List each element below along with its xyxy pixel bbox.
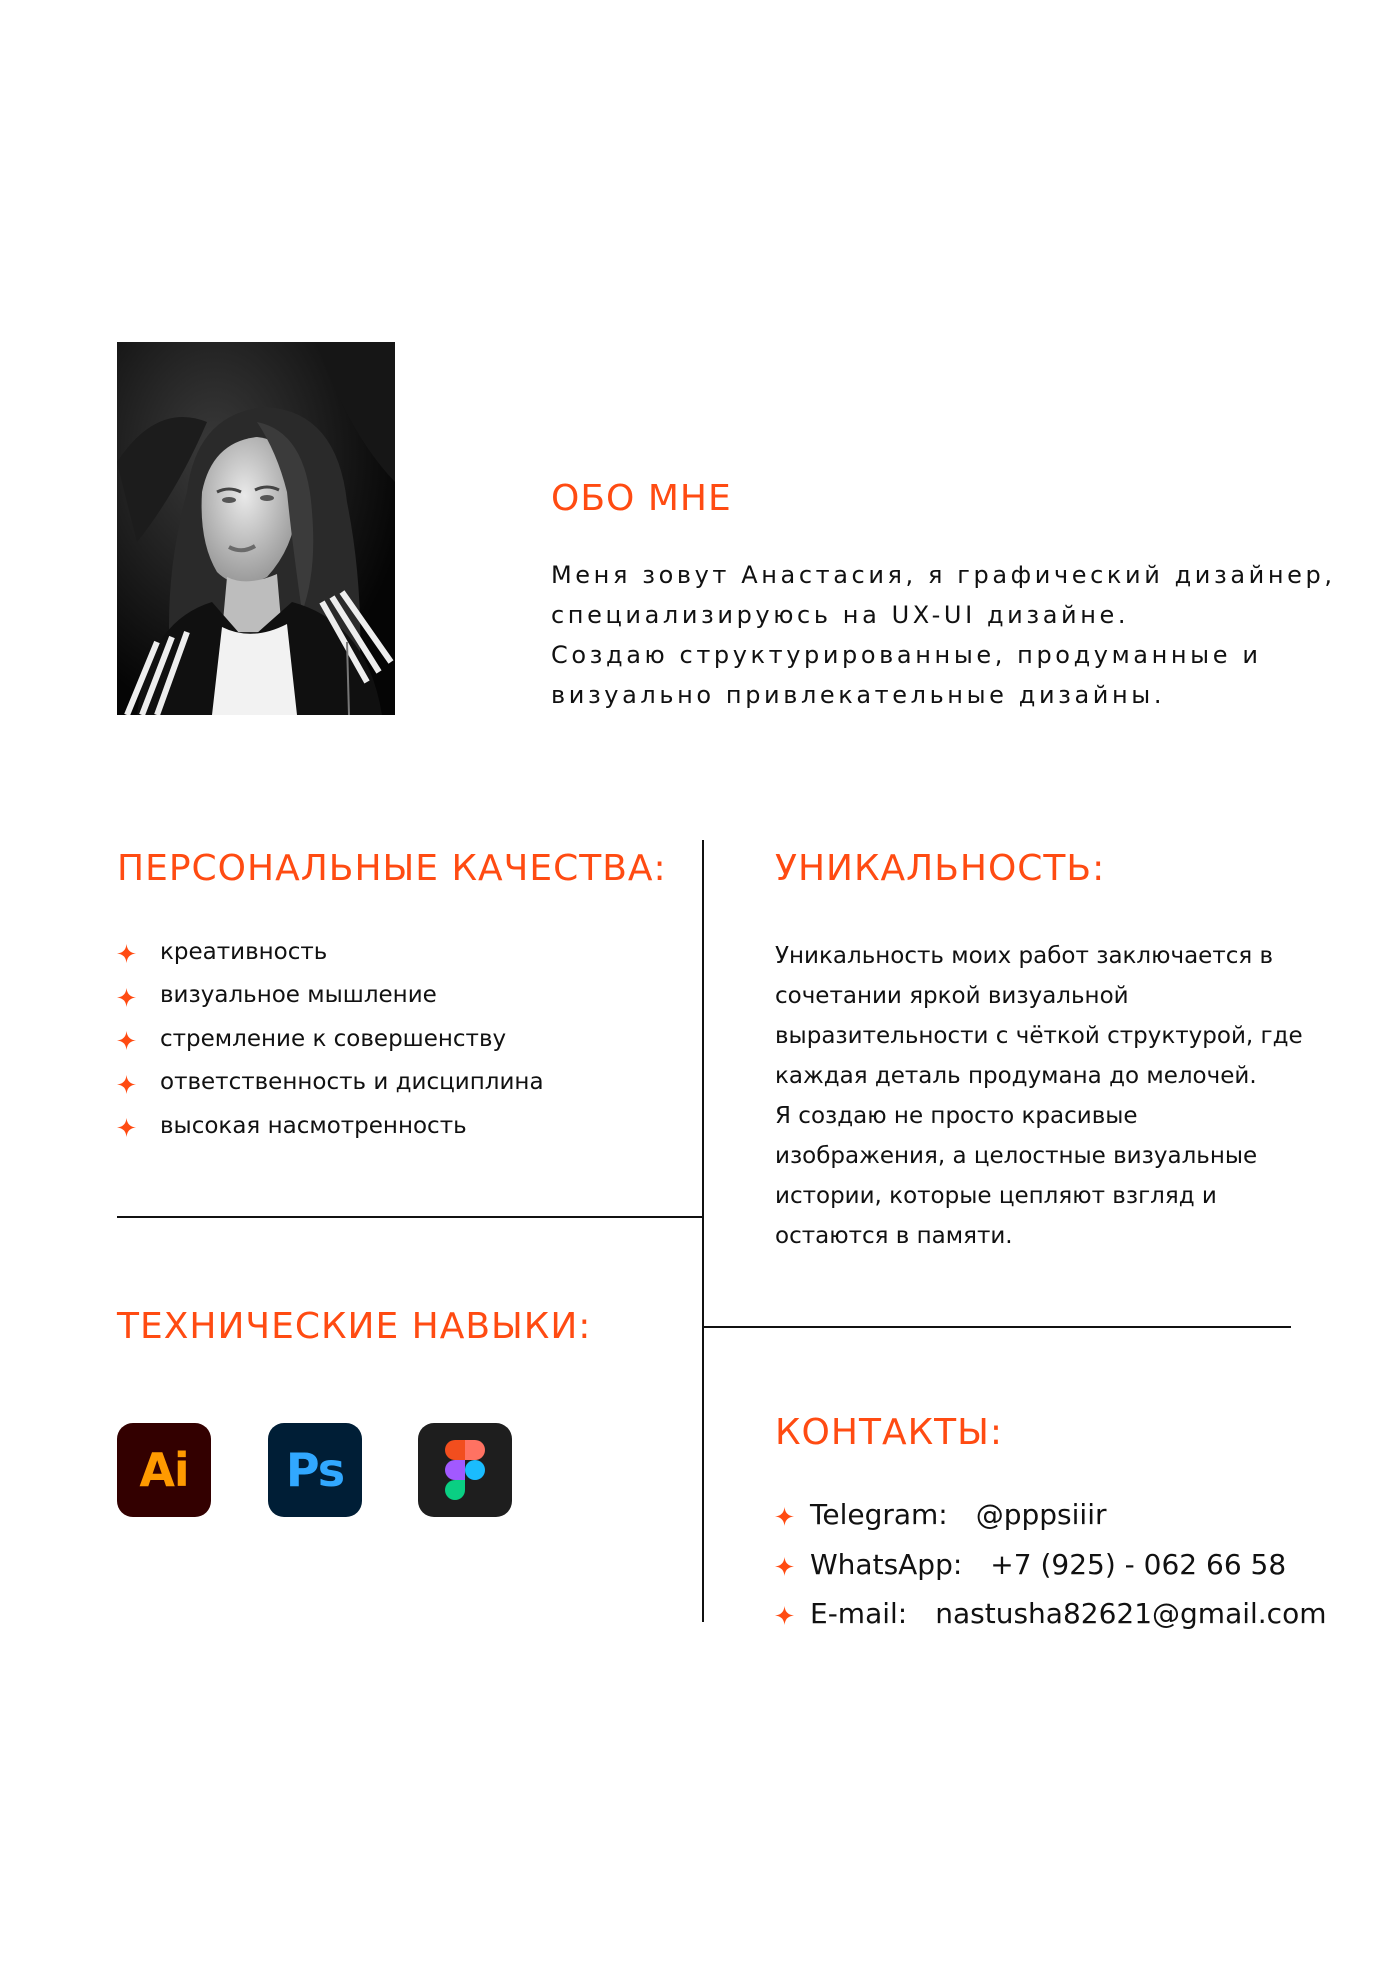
uniqueness-text xyxy=(775,936,1315,1256)
right-horizontal-divider xyxy=(702,1326,1291,1328)
about-line: Меня зовут Анастасия, я графический дизайнер, xyxy=(551,561,1336,589)
whatsapp-link[interactable]: +7 (925) - 062 66 58 xyxy=(990,1547,1287,1581)
uniqueness-line: сочетании яркой визуальной xyxy=(775,983,1129,1009)
list-item xyxy=(117,1104,544,1148)
list-item-label: ответственность и дисциплина xyxy=(160,1069,544,1096)
email-link[interactable]: nastusha82621@gmail.com xyxy=(935,1597,1327,1631)
sparkle-icon xyxy=(775,1507,794,1526)
sparkle-icon xyxy=(775,1557,794,1576)
uniqueness-line: выразительности с чёткой структурой, где xyxy=(775,1023,1303,1049)
figma-icon xyxy=(418,1423,512,1517)
list-item-label: высокая насмотренность xyxy=(160,1112,467,1139)
uniqueness-line: Уникальность моих работ заключается в xyxy=(775,943,1274,969)
uniqueness-line: остаются в памяти. xyxy=(775,1223,1013,1249)
list-item xyxy=(117,930,544,974)
illustrator-icon-label: Ai xyxy=(139,1443,189,1497)
about-text xyxy=(551,555,1336,715)
figma-logo xyxy=(445,1440,485,1500)
about-title: ОБО МНЕ xyxy=(551,478,732,519)
list-item-label: визуальное мышление xyxy=(160,982,437,1009)
contact-label: WhatsApp: xyxy=(810,1547,963,1581)
sparkle-icon xyxy=(117,988,136,1007)
uniqueness-title: УНИКАЛЬНОСТЬ: xyxy=(775,848,1106,889)
list-item xyxy=(117,1061,544,1105)
uniqueness-line: каждая деталь продумана до мелочей. xyxy=(775,1063,1257,1089)
illustrator-icon xyxy=(117,1423,211,1517)
sparkle-icon xyxy=(117,944,136,963)
contact-telegram xyxy=(775,1490,1326,1540)
sparkle-icon xyxy=(117,1075,136,1094)
contacts-list xyxy=(775,1490,1326,1639)
uniqueness-line: изображения, а целостные визуальные xyxy=(775,1143,1258,1169)
uniqueness-line: Я создаю не просто красивые xyxy=(775,1103,1138,1129)
vertical-divider xyxy=(702,840,704,1622)
contact-whatsapp xyxy=(775,1540,1326,1590)
about-line: специализируюсь на UX-UI дизайне. xyxy=(551,601,1130,629)
qualities-title: ПЕРСОНАЛЬНЫЕ КАЧЕСТВА: xyxy=(117,848,667,889)
contacts-title: КОНТАКТЫ: xyxy=(775,1412,1004,1453)
list-item-label: стремление к совершенству xyxy=(160,1025,507,1052)
about-line: визуально привлекательные дизайны. xyxy=(551,681,1166,709)
list-item xyxy=(117,974,544,1018)
photoshop-icon-label: Ps xyxy=(285,1443,345,1497)
profile-photo xyxy=(117,342,395,715)
sparkle-icon xyxy=(117,1031,136,1050)
contact-email xyxy=(775,1589,1326,1639)
qualities-list xyxy=(117,930,544,1148)
photoshop-icon xyxy=(268,1423,362,1517)
left-horizontal-divider xyxy=(117,1216,702,1218)
list-item-label: креативность xyxy=(160,938,328,965)
contact-label: E-mail: xyxy=(810,1597,908,1631)
sparkle-icon xyxy=(775,1606,794,1625)
list-item xyxy=(117,1017,544,1061)
uniqueness-line: истории, которые цепляют взгляд и xyxy=(775,1183,1217,1209)
contact-label: Telegram: xyxy=(810,1498,948,1532)
skills-title: ТЕХНИЧЕСКИЕ НАВЫКИ: xyxy=(117,1306,592,1347)
telegram-link[interactable]: @pppsiiir xyxy=(975,1498,1107,1532)
sparkle-icon xyxy=(117,1118,136,1137)
about-line: Создаю структурированные, продуманные и xyxy=(551,641,1262,669)
